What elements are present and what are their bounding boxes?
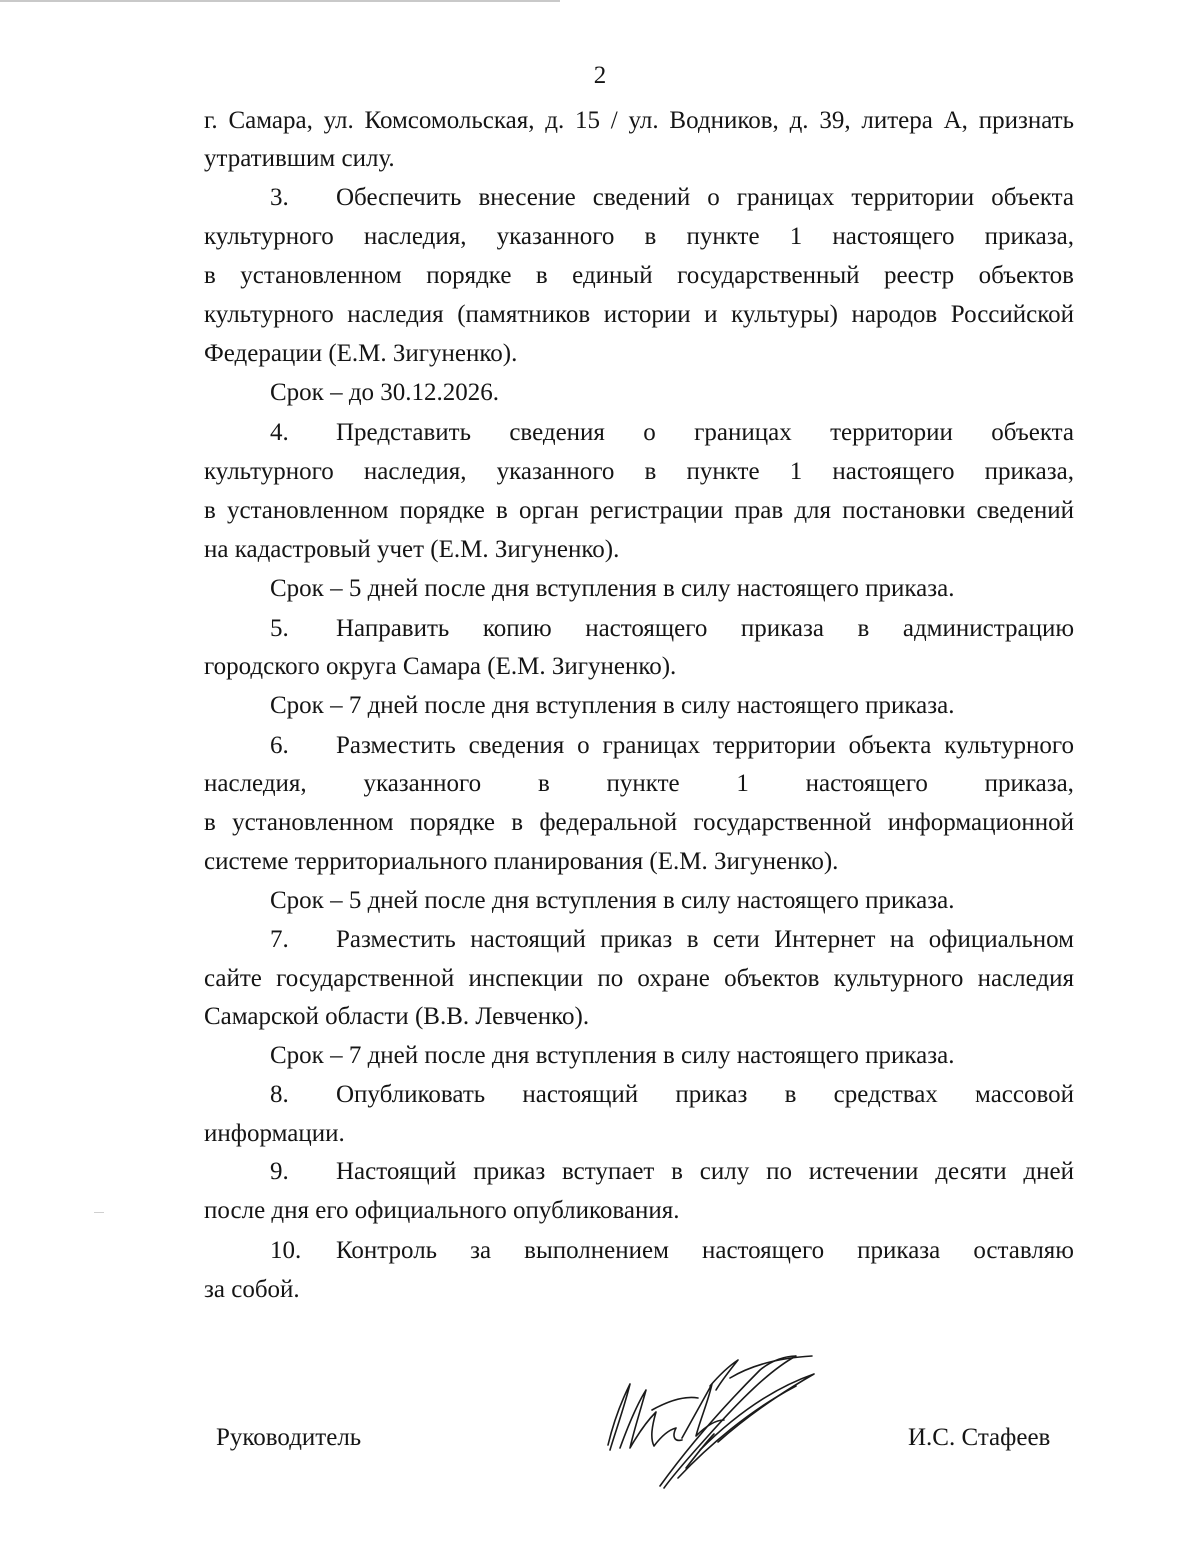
item-number: 5. — [270, 615, 289, 642]
paragraph-text: Представить сведения о границах территории объекта — [336, 419, 1074, 446]
item-number: 7. — [270, 926, 289, 953]
paragraph-3-line-1 — [204, 183, 1074, 213]
paragraph-line: культурного наследия (памятников истории и культуры) народов Российской — [204, 301, 1074, 328]
deadline-line: Срок – 5 дней после дня вступления в силу настоящего приказа. — [270, 575, 955, 602]
paragraph-text: Разместить сведения о границах территории объекта культурного — [336, 732, 1074, 759]
item-number: 3. — [270, 184, 289, 211]
paragraph-line: сайте государственной инспекции по охране объектов культурного наследия — [204, 965, 1074, 992]
paragraph-line: г. Самара, ул. Комсомольская, д. 15 / ул. Водников, д. 39, литера А, признать — [204, 107, 1074, 134]
deadline-line: Срок – 5 дней после дня вступления в силу настоящего приказа. — [270, 887, 955, 914]
deadline-line: Срок – 7 дней после дня вступления в силу настоящего приказа. — [270, 692, 955, 719]
paragraph-line: в установленном порядке в федеральной государственной информационной — [204, 809, 1074, 836]
item-number: 10. — [270, 1237, 302, 1264]
word: в — [537, 770, 550, 797]
paragraph-9-line-1 — [204, 1157, 1074, 1187]
paragraph-8-line-1 — [204, 1080, 1074, 1110]
paragraph-line: городского округа Самара (Е.М. Зигуненко). — [204, 653, 677, 680]
paragraph-10-line-1 — [204, 1236, 1074, 1266]
paragraph-line-spread — [204, 769, 1074, 799]
paragraph-line: системе территориального планирования (Е.М. Зигуненко). — [204, 848, 839, 875]
signatory-title: Руководитель — [216, 1424, 362, 1451]
paragraph-line: на кадастровый учет (Е.М. Зигуненко). — [204, 536, 620, 563]
scan-edge-line — [0, 0, 560, 2]
paragraph-line: в установленном порядке в орган регистрации прав для постановки сведений — [204, 497, 1074, 524]
word: пункте — [606, 770, 680, 797]
paragraph-4-line-1 — [204, 418, 1074, 448]
paragraph-text: Опубликовать настоящий приказ в средствах массовой — [336, 1081, 1074, 1108]
paragraph-7-line-1 — [204, 925, 1074, 955]
signatory-name: И.С. Стафеев — [908, 1424, 1051, 1451]
paragraph-line: культурного наследия, указанного в пункте 1 настоящего приказа, — [204, 458, 1074, 485]
item-number: 9. — [270, 1158, 289, 1185]
page-number: 2 — [593, 62, 607, 89]
word: наследия, — [204, 770, 307, 797]
paragraph-line: Федерации (Е.М. Зигуненко). — [204, 340, 518, 367]
paragraph-text: Обеспечить внесение сведений о границах территории объекта — [336, 184, 1074, 211]
paragraph-line: в установленном порядке в единый государственный реестр объектов — [204, 262, 1074, 289]
handwritten-signature — [590, 1350, 830, 1490]
paragraph-line: культурного наследия, указанного в пункте 1 настоящего приказа, — [204, 223, 1074, 250]
paragraph-line: Самарской области (В.В. Левченко). — [204, 1003, 590, 1030]
item-number: 4. — [270, 419, 289, 446]
item-number: 8. — [270, 1081, 289, 1108]
deadline-line: Срок – до 30.12.2026. — [270, 379, 500, 406]
word: 1 — [736, 770, 749, 797]
paragraph-text: Направить копию настоящего приказа в администрацию — [336, 615, 1074, 642]
paragraph-text: Настоящий приказ вступает в силу по истечении десяти дней — [336, 1158, 1074, 1185]
word: указанного — [363, 770, 482, 797]
paragraph-text: Контроль за выполнением настоящего приказа оставляю — [336, 1237, 1074, 1264]
paragraph-6-line-1 — [204, 731, 1074, 761]
word: настоящего — [805, 770, 928, 797]
paragraph-line: после дня его официального опубликования. — [204, 1197, 680, 1224]
paragraph-text: Разместить настоящий приказ в сети Интернет на официальном — [336, 926, 1074, 953]
scan-smudge — [94, 1212, 104, 1213]
paragraph-5-line-1 — [204, 614, 1074, 644]
paragraph-line: за собой. — [204, 1276, 300, 1303]
word: приказа, — [984, 770, 1074, 797]
paragraph-line: информации. — [204, 1120, 345, 1147]
item-number: 6. — [270, 732, 289, 759]
deadline-line: Срок – 7 дней после дня вступления в силу настоящего приказа. — [270, 1042, 955, 1069]
paragraph-line: утратившим силу. — [204, 145, 395, 172]
